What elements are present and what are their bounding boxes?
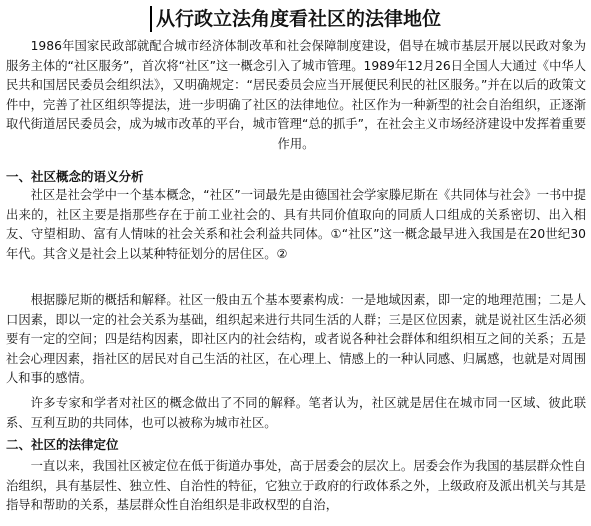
section1-paragraph-1: 社区是社会学中一个基本概念，“社区”一词最先是由德国社会学家滕尼斯在《共同体与社会》一书中提出来的，社区主要是指那些存在于前工业社会的、具有共同价值取向的同质人口组成的关系密切、出入相友、守望相助、富有人情味的社会关系和社会利益共同体。①“社区”这一概念最早进入我国是在20世纪30年代。其含义是社会上以某种特征划分的居住区。② [6, 188, 586, 261]
title-row [0, 6, 591, 32]
section-heading-1: 一、社区概念的语义分析 [6, 169, 144, 184]
intro-paragraph: 1986年国家民政部就配合城市经济体制改革和社会保障制度建设，倡导在城市基层开展以民政对象为服务主体的“社区服务”，首次将“社区”这一概念引入了城市管理。1989年12月26日全国人大通过《中华人民共和国居民委员会组织法》，又明确规定：“居民委员会应当开展便民利民的社区服务。”并在以后的政策文件中，完善了社区组织等提法，进一步明确了社区的法律地位。社区作为一种新型的社会自治组织，正逐渐取代街道居民委员会，成为城市改革的平台，城市管理“总的抓手”，在社会主义市场经济建设中发挥着重要作用。 [6, 39, 586, 151]
section1-paragraph-3: 许多专家和学者对社区的概念做出了不同的解释。笔者认为，社区就是居住在城市同一区域、彼此联系、互利互助的共同体，也可以被称为城市社区。 [6, 396, 586, 430]
article-title: 从行政立法角度看社区的法律地位 [150, 6, 441, 32]
section2-paragraph-1: 一直以来，我国社区被定位在低于街道办事处，高于居委会的层次上。居委会作为我国的基层群众性自治组织，具有基层性、独立性、自治性的特征，它独立于政府的行政体系之外，上级政府及派出机关与其是指导和帮助的关系，基层群众性自治组织是非政权型的自治， [6, 459, 586, 512]
section-heading-2: 二、社区的法律定位 [6, 437, 119, 452]
section1-paragraph-2: 根据滕尼斯的概括和解释。社区一般由五个基本要素构成：一是地域因素，即一定的地理范围；二是人口因素，即以一定的社会关系为基础，组织起来进行共同生活的人群；三是区位因素，就是说社区生活必须要有一定的空间；四是结构因素，即社区内的社会结构，或者说各种社会群体和组织相互之间的关系；五是社会心理因素，指社区的居民对自己生活的社区，在心理上、情感上的一种认同感、归属感，也就是对周围人和事的感情。 [6, 293, 586, 385]
